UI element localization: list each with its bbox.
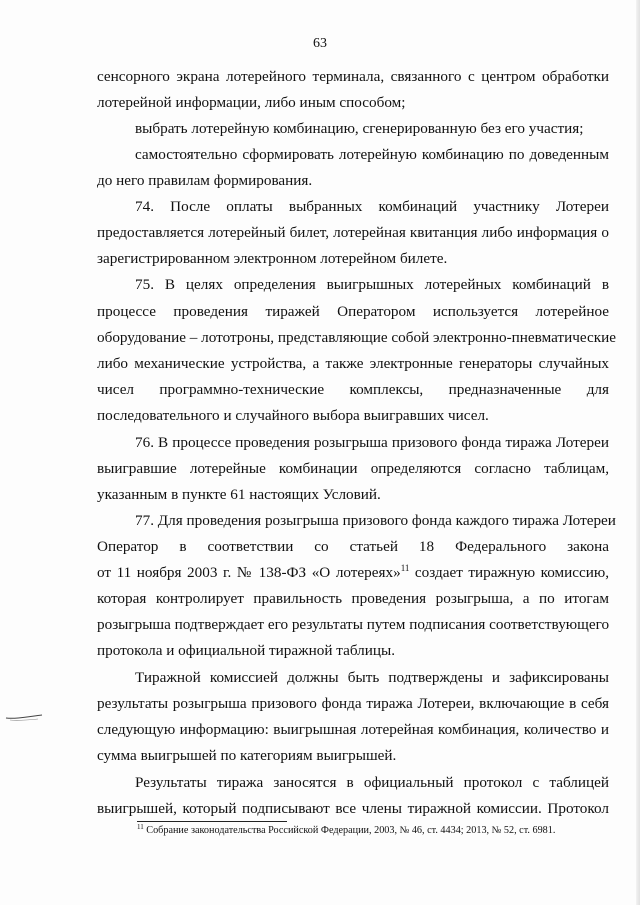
text-line: сумма выигрышей по категориям выигрышей. xyxy=(97,747,397,764)
text-line: результаты розыгрыша призового фонда тиража Лотереи, включающие в себя xyxy=(97,695,609,712)
text-line: лотерейной информации, либо иным способом; xyxy=(97,94,406,111)
text-line: последовательного и случайного выбора выигравших чисел. xyxy=(97,407,489,424)
footnote-mark: 11 xyxy=(137,823,144,831)
text-line: 76. В процессе проведения розыгрыша призового фонда тиража Лотереи xyxy=(135,434,609,451)
text-line: либо механические устройства, а также электронные генераторы случайных xyxy=(97,355,609,372)
text-line: процессе проведения тиражей Оператором используется лотерейное xyxy=(97,303,609,320)
text-line: оборудование – лототроны, представляющие собой электронно-пневматические xyxy=(97,329,616,346)
text-line: предоставляется лотерейный билет, лотерейная квитанция либо информация о xyxy=(97,224,609,241)
text-line: выигрышей, который подписывают все члены тиражной комиссии. Протокол xyxy=(97,800,609,817)
text-line: чисел программно-технические комплексы, предназначенные для xyxy=(97,381,609,398)
text-line: 74. После оплаты выбранных комбинаций участнику Лотереи xyxy=(135,198,609,215)
text-line: протокола и официальной тиражной таблицы. xyxy=(97,642,396,659)
text-line: Оператор в соответствии со статьей 18 Федерального закона xyxy=(97,538,609,555)
text-line: следующую информацию: выигрышная лотерейная комбинация, количество и xyxy=(97,721,609,738)
text-line: которая контролирует правильность проведения розыгрыша, а по итогам xyxy=(97,590,609,607)
footnote xyxy=(137,824,607,838)
scan-edge xyxy=(636,0,640,905)
text-line: самостоятельно сформировать лотерейную комбинацию по доведенным xyxy=(135,146,609,163)
text-line: зарегистрированном электронном лотерейном билете. xyxy=(97,250,448,267)
text-line: розыгрыша подтверждает его результаты путем подписания соответствующего xyxy=(97,616,610,633)
text-line: указанным в пункте 61 настоящих Условий. xyxy=(97,486,381,503)
text-line: выигравшие лотерейные комбинации определяются согласно таблицам, xyxy=(97,460,609,477)
text-line: от 11 ноября 2003 г. № 138-ФЗ «О лотереях»$^{11}$ создает тиражную комиссию, xyxy=(97,563,610,581)
footnote-separator xyxy=(137,821,287,822)
text-line: до него правилам формирования. xyxy=(97,172,313,189)
page-number: 63 xyxy=(313,36,327,51)
text-line: сенсорного экрана лотерейного терминала, связанного с центром обработки xyxy=(97,68,609,85)
text-line: выбрать лотерейную комбинацию, сгенерированную без его участия; xyxy=(135,120,584,137)
text-line: 77. Для проведения розыгрыша призового фонда каждого тиража Лотереи xyxy=(135,512,616,529)
text-line: 75. В целях определения выигрышных лотерейных комбинаций в xyxy=(135,276,609,293)
margin-pen-mark xyxy=(4,706,44,726)
footnote-text: Собрание законодательства Российской Федерации, 2003, № 46, ст. 4434; 2013, № 52, ст. 6981. xyxy=(143,825,556,836)
text-line: Результаты тиража заносятся в официальный протокол с таблицей xyxy=(135,774,609,791)
text-line: Тиражной комиссией должны быть подтверждены и зафиксированы xyxy=(135,669,609,686)
footnote-reference: 11 xyxy=(400,563,410,573)
